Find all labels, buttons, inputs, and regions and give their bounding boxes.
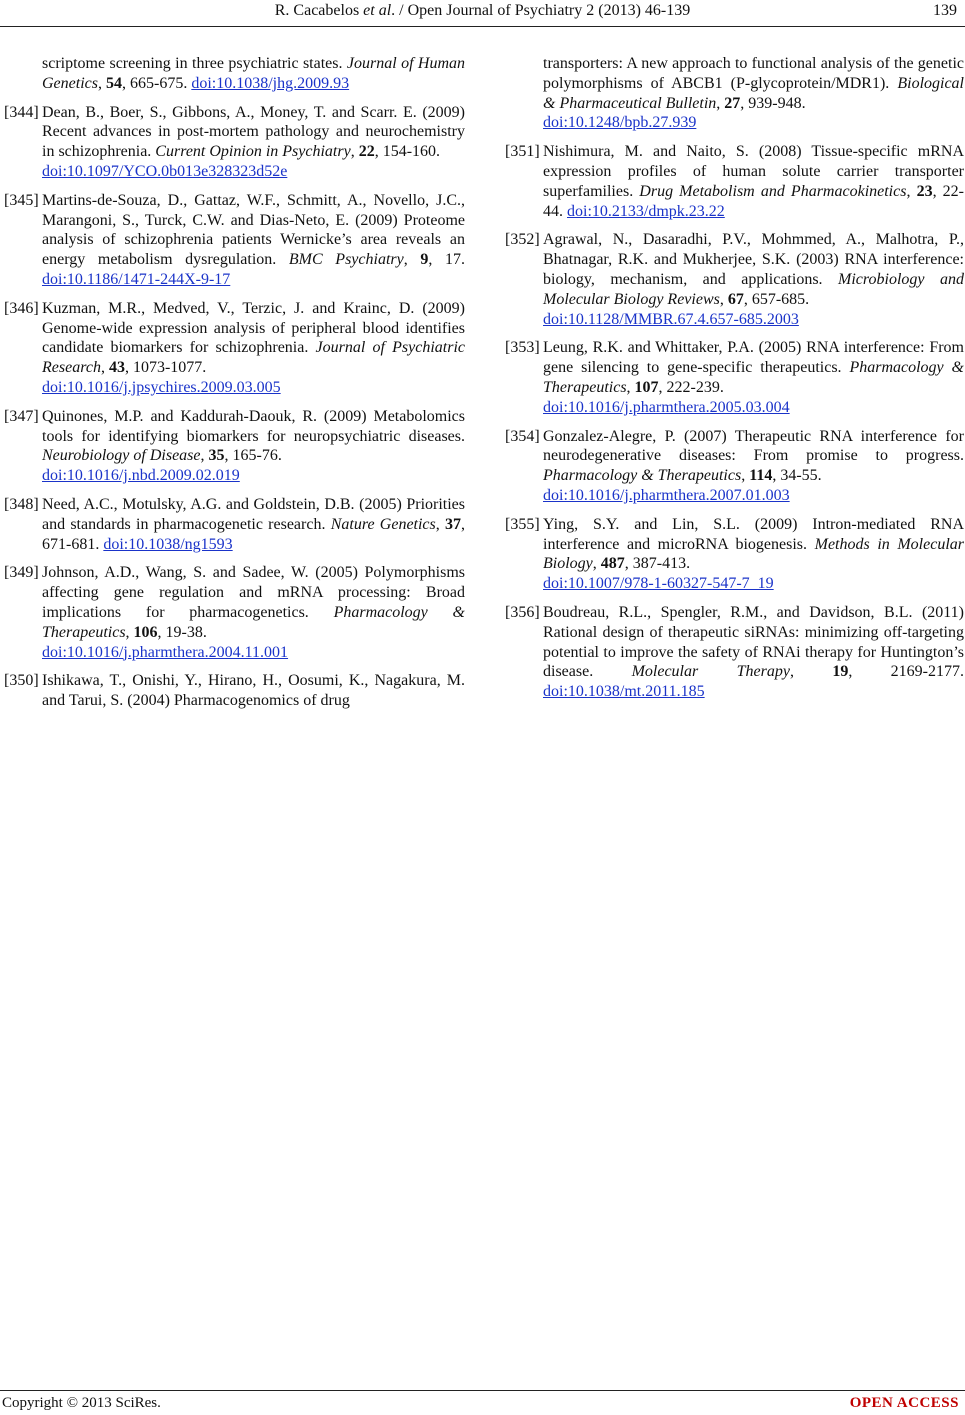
reference-body: Nishimura, M. and Naito, S. (2008) Tissue-specific mRNA expression profiles of human solute carrier transporter superfamilies. Drug Metabolism and Pharmacokinetics, 23, 22-44. doi:10.2133/dmpk.23.22 xyxy=(543,143,964,220)
reference-entry xyxy=(505,142,964,221)
reference-body: Boudreau, R.L., Spengler, R.M., and Davidson, B.L. (2011) Rational design of therapeutic siRNAs: minimizing off-targeting potential to improve the safety of RNAi therapy for Huntington’s disease. Molecular Therapy, 19, 2169-2177. doi:10.1038/mt.2011.185 xyxy=(543,603,965,701)
reference-body: Quinones, M.P. and Kaddurah-Daouk, R. (2009) Metabolomics tools for identifying biomarkers for neuropsychiatric diseases. Neurobiology of Disease, 35, 165-76. doi:10.1016/j.nbd.2009.02.019 xyxy=(42,407,465,485)
journal-name: Nature Genetics xyxy=(330,515,436,533)
volume-number: 19 xyxy=(832,663,849,681)
running-header xyxy=(0,0,965,27)
journal-name: Drug Metabolism and Pharmacokinetics xyxy=(639,182,907,200)
page-number: 139 xyxy=(933,2,957,19)
reference-body: Leung, R.K. and Whittaker, P.A. (2005) RNA interference: From gene silencing to gene-specific therapeutics. Pharmacology & Therapeutics, 107, 222-239. doi:10.1016/j.pharmthera.2005.03.004 xyxy=(543,339,964,416)
doi-link[interactable]: doi:10.1038/mt.2011.185 xyxy=(543,683,705,701)
volume-number: 43 xyxy=(108,359,125,377)
reference-entry xyxy=(4,407,465,486)
reference-entry xyxy=(505,515,964,594)
journal-name: BMC Psychiatry xyxy=(288,251,404,269)
reference-number: [348] xyxy=(4,495,39,513)
reference-body: Need, A.C., Motulsky, A.G. and Goldstein, D.B. (2005) Priorities and standards in pharmacogenetic research. Nature Genetics, 37, 671-681. doi:10.1038/ng1593 xyxy=(42,495,465,553)
journal-name: Journal of Psychiatric Research xyxy=(42,339,465,377)
volume-number: 23 xyxy=(916,182,933,200)
doi-link[interactable]: doi:10.1016/j.jpsychires.2009.03.005 xyxy=(42,378,281,396)
reference-entry xyxy=(4,299,465,398)
doi-link[interactable]: doi:10.1038/jhg.2009.93 xyxy=(191,74,350,92)
volume-number: 67 xyxy=(727,290,744,308)
doi-link[interactable]: doi:10.1038/ng1593 xyxy=(103,535,233,553)
reference-text: Quinones, M.P. and Kaddurah-Daouk, R. (2009) Metabolomics tools for identifying biomarkers for neuropsychiatric diseases. xyxy=(42,407,465,445)
reference-number: [350] xyxy=(4,672,39,690)
reference-number: [352] xyxy=(505,231,540,249)
reference-text: Nishimura, M. and Naito, S. (2008) Tissue-specific mRNA expression profiles of human solute carrier transporter superfamilies. xyxy=(543,143,964,200)
reference-body: Kuzman, M.R., Medved, V., Terzic, J. and Krainc, D. (2009) Genome-wide expression analysis of peripheral blood identifies candidate biomarkers for schizophrenia. Journal of Psychiatric Research, 43, 1073-1077. doi:10.1016/j.jpsychires.2009.03.005 xyxy=(42,299,465,396)
doi-link[interactable]: doi:10.2133/dmpk.23.22 xyxy=(567,202,725,220)
reference-entry xyxy=(4,495,465,554)
doi-link[interactable]: doi:10.1097/YCO.0b013e328323d52e xyxy=(42,162,288,180)
reference-number: [345] xyxy=(4,191,39,209)
reference-text: Agrawal, N., Dasaradhi, P.V., Mohmmed, A., Malhotra, P., Bhatnagar, R.K. and Mukherjee, S.K. (2003) RNA interference: biology, mechanism, and applications. xyxy=(543,231,964,288)
page-range: , 19-38. xyxy=(157,623,207,641)
reference-body: Ying, S.Y. and Lin, S.L. (2009) Intron-mediated RNA interference and microRNA biogenesis. Methods in Molecular Biology, 487, 387-413. doi:10.1007/978-1-60327-547-7_19 xyxy=(543,515,965,593)
reference-number: [347] xyxy=(4,407,39,425)
page-range: , 34-55. xyxy=(772,467,822,485)
page-footer xyxy=(0,1390,965,1415)
volume-number: 35 xyxy=(208,447,225,465)
reference-body: Johnson, A.D., Wang, S. and Sadee, W. (2005) Polymorphisms affecting gene regulation and mRNA processing: Broad implications for pharmacogenetics. Pharmacology & Therapeutics, 106, 19-38. doi:10.1016/j.pharmthera.2004.11.001 xyxy=(42,564,465,661)
reference-text: Ying, S.Y. and Lin, S.L. (2009) Intron-mediated RNA interference and microRNA biogenesis. xyxy=(543,515,964,553)
page-range: , 2169-2177. xyxy=(848,663,965,681)
journal-name: Current Opinion in Psychiatry xyxy=(155,143,351,161)
reference-entry xyxy=(4,563,465,662)
reference-entry xyxy=(4,191,465,290)
reference-body xyxy=(42,671,465,711)
reference-number: [355] xyxy=(505,515,540,533)
reference-text: Gonzalez-Alegre, P. (2007) Therapeutic RNA interference for neurodegenerative diseases: From promise to progress. xyxy=(543,427,964,465)
reference-continuation: scriptome screening in three psychiatric states. Journal of Human Genetics, 54, 665-675. doi:10.1038/jhg.2009.93 xyxy=(42,55,466,92)
reference-number: [356] xyxy=(505,603,540,621)
page-range: , 657-685. xyxy=(743,290,810,308)
reference-number: [346] xyxy=(4,299,39,317)
volume-number: 107 xyxy=(634,378,659,396)
journal-name: Methods in Molecular Biology xyxy=(543,535,965,573)
running-head: R. Cacabelos et al. / Open Journal of Psychiatry 2 (2013) 46-139 xyxy=(274,2,691,19)
volume-number: 22 xyxy=(358,143,375,161)
reference-text: Ishikawa, T., Onishi, Y., Hirano, H., Oosumi, K., Nagakura, M. and Tarui, S. (2004) Pharmacogenomics of drug xyxy=(42,672,465,710)
volume-number: 114 xyxy=(749,467,773,485)
reference-number: [349] xyxy=(4,564,39,582)
doi-link[interactable]: doi:10.1007/978-1-60327-547-7_19 xyxy=(543,575,774,593)
journal-name: Neurobiology of Disease xyxy=(42,447,201,465)
journal-name: Pharmacology & Therapeutics xyxy=(42,603,465,641)
reference-text: Johnson, A.D., Wang, S. and Sadee, W. (2005) Polymorphisms affecting gene regulation and mRNA processing: Broad implications for pharmacogenetics. xyxy=(42,564,465,621)
volume-number: 487 xyxy=(600,555,625,573)
reference-entry xyxy=(505,338,964,417)
reference-body: Dean, B., Boer, S., Gibbons, A., Money, T. and Scarr. E. (2009) Recent advances in post-mortem pathology and neurochemistry in schizophrenia. Current Opinion in Psychiatry, 22, 154-160. doi:10.1097/YCO.0b013e328323d52e xyxy=(42,103,465,180)
journal-name: Pharmacology & Therapeutics xyxy=(543,359,964,396)
volume-number: 9 xyxy=(420,251,429,269)
doi-link[interactable]: doi:10.1016/j.pharmthera.2004.11.001 xyxy=(42,643,289,661)
reference-text: Kuzman, M.R., Medved, V., Terzic, J. and Krainc, D. (2009) Genome-wide expression analysis of peripheral blood identifies candidate biomarkers for schizophrenia. xyxy=(42,299,465,357)
reference-body: Agrawal, N., Dasaradhi, P.V., Mohmmed, A., Malhotra, P., Bhatnagar, R.K. and Mukherjee, S.K. (2003) RNA interference: biology, mechanism, and applications. Microbiology and Molecular Biology Reviews, 67, 657-685. doi:10.1128/MMBR.67.4.657-685.2003 xyxy=(543,231,965,328)
reference-text: Boudreau, R.L., Spengler, R.M., and Davidson, B.L. (2011) Rational design of therapeutic siRNAs: minimizing off-targeting potential to improve the safety of RNAi therapy for Huntington’s disease. xyxy=(543,603,964,681)
page-range: , 22-44. xyxy=(543,182,964,220)
volume-number: 106 xyxy=(133,623,158,641)
doi-link[interactable]: doi:10.1016/j.pharmthera.2007.01.003 xyxy=(543,486,790,504)
doi-link[interactable]: doi:10.1248/bpb.27.939 xyxy=(543,114,697,132)
reference-text: Martins-de-Souza, D., Gattaz, W.F., Schmitt, A., Novello, J.C., Marangoni, S., Turck, C.W. and Dias-Neto, E. (2009) Proteome analysis of schizophrenia patients Wernicke’s area reveals an energy metabolism dysregulation. xyxy=(42,191,465,269)
page-range: , 17. xyxy=(428,251,465,269)
page-range: , 222-239. xyxy=(658,378,724,396)
reference-body: Martins-de-Souza, D., Gattaz, W.F., Schmitt, A., Novello, J.C., Marangoni, S., Turck, C.W. and Dias-Neto, E. (2009) Proteome analysis of schizophrenia patients Wernicke’s area reveals an energy metabolism dysregulation. BMC Psychiatry, 9, 17. doi:10.1186/1471-244X-9-17 xyxy=(42,191,465,288)
reference-entry xyxy=(505,230,964,329)
journal-name: Pharmacology & Therapeutics xyxy=(543,467,742,485)
page-range: , 165-76. xyxy=(224,447,282,465)
reference-body: Gonzalez-Alegre, P. (2007) Therapeutic RNA interference for neurodegenerative diseases: From promise to progress. Pharmacology & Therapeutics, 114, 34-55. doi:10.1016/j.pharmthera.2007.01.003 xyxy=(543,427,964,504)
reference-entry xyxy=(505,603,964,702)
reference-text: Dean, B., Boer, S., Gibbons, A., Money, T. and Scarr. E. (2009) Recent advances in post-mortem pathology and neurochemistry in schizophrenia. xyxy=(42,103,465,161)
page-range: , 1073-1077. xyxy=(124,359,207,377)
open-access-badge: OPEN ACCESS xyxy=(849,1395,959,1411)
reference-text: Leung, R.K. and Whittaker, P.A. (2005) RNA interference: From gene silencing to gene-specific therapeutics. xyxy=(543,339,964,377)
reference-entry xyxy=(505,427,964,506)
left-column xyxy=(4,54,465,720)
right-column xyxy=(505,54,964,711)
reference-number: [353] xyxy=(505,339,540,357)
journal-name: Microbiology and Molecular Biology Reviews xyxy=(543,270,965,308)
reference-number: [354] xyxy=(505,427,540,445)
copyright-notice: Copyright © 2013 SciRes. xyxy=(2,1395,161,1411)
reference-entry xyxy=(4,671,465,711)
journal-name: Molecular Therapy xyxy=(631,663,790,681)
volume-number: 37 xyxy=(445,515,461,533)
doi-link[interactable]: doi:10.1016/j.nbd.2009.02.019 xyxy=(42,467,240,485)
reference-number: [344] xyxy=(4,103,39,121)
reference-entry xyxy=(4,103,465,182)
doi-link[interactable]: doi:10.1128/MMBR.67.4.657-685.2003 xyxy=(543,310,799,328)
reference-continuation: transporters: A new approach to functional analysis of the genetic polymorphisms of ABCB1 (P-glycoprotein/MDR1). Biological & Pharmaceutical Bulletin, 27, 939-948. doi:10.1248/bpb.27.939 xyxy=(543,55,964,132)
page-range: , 154-160. xyxy=(374,143,441,161)
reference-number: [351] xyxy=(505,143,540,161)
page-range: , 387-413. xyxy=(624,555,691,573)
reference-text: Need, A.C., Motulsky, A.G. and Goldstein, D.B. (2005) Priorities and standards in pharmacogenetic research. xyxy=(42,495,465,533)
doi-link[interactable]: doi:10.1186/1471-244X-9-17 xyxy=(42,270,231,288)
page-range: , 671-681. xyxy=(42,515,465,553)
doi-link[interactable]: doi:10.1016/j.pharmthera.2005.03.004 xyxy=(543,398,790,416)
